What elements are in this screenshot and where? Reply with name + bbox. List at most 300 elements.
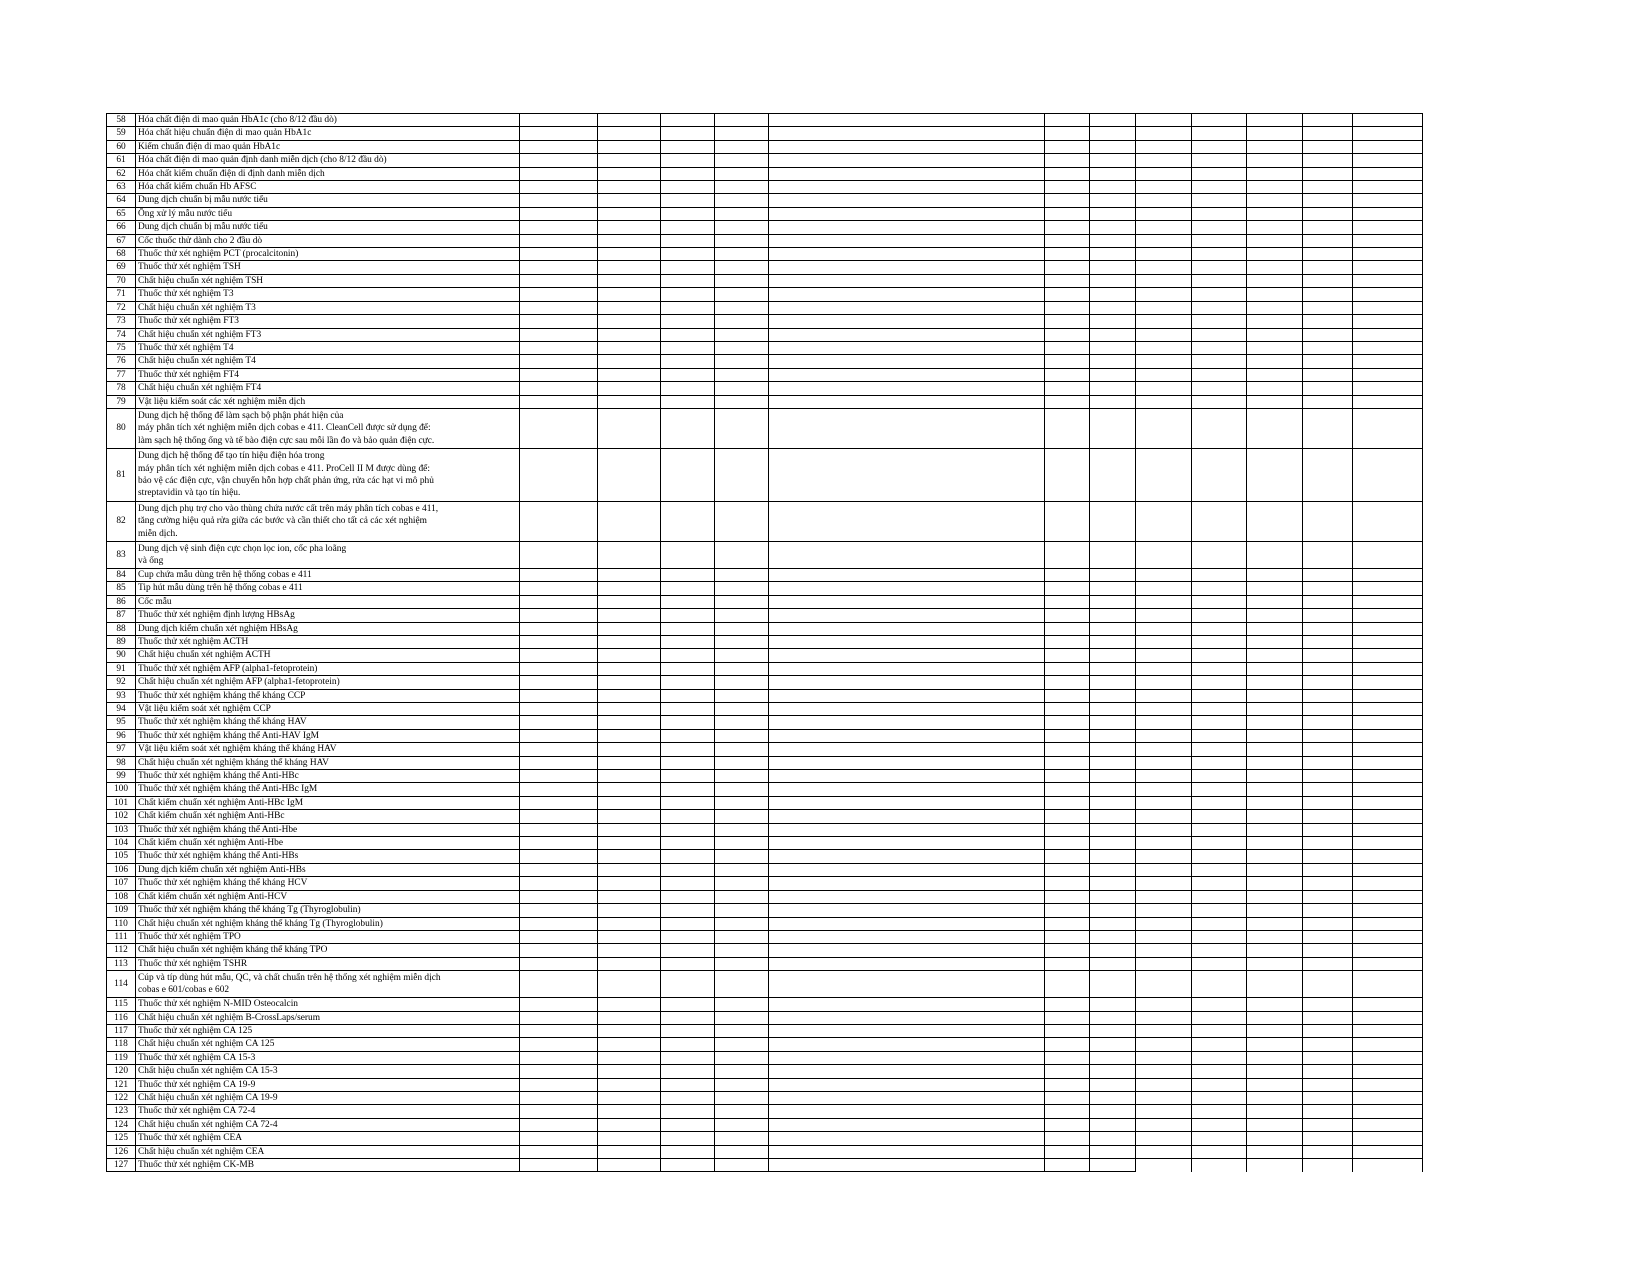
empty-cell bbox=[1303, 274, 1353, 287]
empty-cell bbox=[1192, 783, 1247, 796]
empty-cell bbox=[715, 1105, 769, 1118]
empty-cell bbox=[1353, 998, 1423, 1011]
empty-cell bbox=[715, 1024, 769, 1037]
item-name-cell bbox=[136, 877, 520, 890]
empty-cell bbox=[520, 743, 598, 756]
empty-cell bbox=[1247, 944, 1303, 957]
empty-cell bbox=[1136, 1011, 1192, 1024]
empty-cell bbox=[598, 1078, 661, 1091]
table-row bbox=[107, 154, 1423, 167]
empty-cell bbox=[520, 917, 598, 930]
item-name-line: Cúp và típ dùng hút mẫu, QC, và chất chuẩn trên hệ thống xét nghiệm miễn dịch bbox=[138, 972, 441, 983]
empty-cell bbox=[715, 756, 769, 769]
row-number-cell: 106 bbox=[107, 863, 136, 876]
empty-cell bbox=[1090, 1038, 1136, 1051]
item-name-line: Thuốc thử xét nghiệm TPO bbox=[138, 931, 241, 942]
empty-cell bbox=[715, 301, 769, 314]
empty-cell bbox=[1353, 957, 1423, 970]
empty-cell bbox=[1192, 568, 1247, 581]
empty-cell bbox=[1353, 622, 1423, 635]
empty-cell bbox=[769, 274, 1045, 287]
empty-cell bbox=[715, 837, 769, 850]
empty-cell bbox=[520, 998, 598, 1011]
item-name-line: Dung dịch chuẩn bị mẫu nước tiểu bbox=[138, 222, 268, 233]
empty-cell bbox=[1045, 1118, 1090, 1131]
row-number-cell: 94 bbox=[107, 703, 136, 716]
row-number-cell: 82 bbox=[107, 501, 136, 541]
empty-cell bbox=[598, 756, 661, 769]
empty-cell bbox=[715, 541, 769, 568]
empty-cell bbox=[1353, 140, 1423, 153]
empty-cell bbox=[1353, 635, 1423, 648]
empty-cell bbox=[1192, 140, 1247, 153]
empty-cell bbox=[1192, 971, 1247, 998]
empty-cell bbox=[1136, 743, 1192, 756]
item-name-line: Chất kiểm chuẩn xét nghiệm Anti-HBc bbox=[138, 811, 285, 822]
table-row bbox=[107, 729, 1423, 742]
row-number-cell: 124 bbox=[107, 1118, 136, 1131]
item-name-cell bbox=[136, 863, 520, 876]
empty-cell bbox=[1247, 408, 1303, 448]
empty-cell bbox=[715, 154, 769, 167]
item-name-cell bbox=[136, 850, 520, 863]
item-name-line: Dung dịch kiểm chuẩn xét nghiệm Anti-HBs bbox=[138, 864, 306, 875]
item-name-line: Chất hiệu chuẩn xét nghiệm CEA bbox=[138, 1146, 265, 1157]
empty-cell bbox=[1192, 890, 1247, 903]
empty-cell bbox=[1045, 541, 1090, 568]
empty-cell bbox=[598, 971, 661, 998]
empty-cell bbox=[520, 1091, 598, 1104]
empty-cell bbox=[598, 837, 661, 850]
empty-cell bbox=[661, 770, 715, 783]
empty-cell bbox=[1090, 756, 1136, 769]
empty-cell bbox=[598, 662, 661, 675]
row-number-cell: 95 bbox=[107, 716, 136, 729]
empty-cell bbox=[1353, 930, 1423, 943]
empty-cell bbox=[598, 783, 661, 796]
empty-cell bbox=[1303, 1118, 1353, 1131]
empty-cell bbox=[520, 676, 598, 689]
empty-cell bbox=[1045, 395, 1090, 408]
empty-cell bbox=[1090, 635, 1136, 648]
item-name-line: Hóa chất điện di mao quản HbA1c (cho 8/12 đầu dò) bbox=[138, 115, 337, 125]
item-name-line: Chất hiệu chuẩn xét nghiệm FT4 bbox=[138, 383, 262, 394]
table-row bbox=[107, 796, 1423, 809]
empty-cell bbox=[1090, 568, 1136, 581]
item-name-cell bbox=[136, 501, 520, 541]
empty-cell bbox=[1192, 221, 1247, 234]
empty-cell bbox=[769, 1132, 1045, 1145]
empty-cell bbox=[1136, 288, 1192, 301]
empty-cell bbox=[1192, 541, 1247, 568]
empty-cell bbox=[1192, 382, 1247, 395]
row-number-cell: 71 bbox=[107, 288, 136, 301]
empty-cell bbox=[1192, 328, 1247, 341]
empty-cell bbox=[1136, 930, 1192, 943]
item-name-line: bảo vệ các điện cực, vận chuyển hỗn hợp chất phản ứng, rửa các hạt vi mô phủ bbox=[138, 475, 434, 486]
item-name-cell bbox=[136, 448, 520, 501]
empty-cell bbox=[715, 877, 769, 890]
empty-cell bbox=[598, 341, 661, 354]
empty-cell bbox=[520, 1078, 598, 1091]
table-row bbox=[107, 167, 1423, 180]
empty-cell bbox=[1303, 248, 1353, 261]
item-name-cell bbox=[136, 248, 520, 261]
empty-cell bbox=[715, 127, 769, 140]
empty-cell bbox=[1136, 1038, 1192, 1051]
empty-cell bbox=[1090, 221, 1136, 234]
empty-cell bbox=[1192, 1091, 1247, 1104]
empty-cell bbox=[769, 917, 1045, 930]
empty-cell bbox=[1136, 355, 1192, 368]
empty-cell bbox=[1136, 1091, 1192, 1104]
empty-cell bbox=[1303, 1078, 1353, 1091]
row-number-cell: 81 bbox=[107, 448, 136, 501]
empty-cell bbox=[769, 890, 1045, 903]
item-name-cell bbox=[136, 998, 520, 1011]
item-name-cell bbox=[136, 1038, 520, 1051]
item-name-cell bbox=[136, 1078, 520, 1091]
empty-cell bbox=[1192, 904, 1247, 917]
empty-cell bbox=[715, 676, 769, 689]
empty-cell bbox=[1136, 382, 1192, 395]
empty-cell bbox=[1353, 1038, 1423, 1051]
empty-cell bbox=[661, 408, 715, 448]
empty-cell bbox=[715, 395, 769, 408]
empty-cell bbox=[1247, 274, 1303, 287]
item-name-line: Chất hiệu chuẩn xét nghiệm CA 125 bbox=[138, 1039, 275, 1050]
table-row bbox=[107, 194, 1423, 207]
table-body bbox=[107, 114, 1423, 1172]
empty-cell bbox=[1247, 221, 1303, 234]
table-row bbox=[107, 448, 1423, 501]
item-name-cell bbox=[136, 395, 520, 408]
empty-cell bbox=[1045, 595, 1090, 608]
empty-cell bbox=[715, 904, 769, 917]
empty-cell bbox=[769, 1105, 1045, 1118]
empty-cell bbox=[769, 194, 1045, 207]
row-number-cell: 75 bbox=[107, 341, 136, 354]
empty-cell bbox=[1247, 194, 1303, 207]
empty-cell bbox=[1045, 1078, 1090, 1091]
empty-cell bbox=[715, 810, 769, 823]
empty-cell bbox=[1192, 1118, 1247, 1131]
empty-cell bbox=[1303, 355, 1353, 368]
item-name-cell bbox=[136, 127, 520, 140]
empty-cell bbox=[661, 810, 715, 823]
item-name-cell bbox=[136, 1091, 520, 1104]
table-row bbox=[107, 395, 1423, 408]
empty-cell bbox=[661, 382, 715, 395]
empty-cell bbox=[1136, 568, 1192, 581]
empty-cell bbox=[1192, 716, 1247, 729]
empty-cell bbox=[1353, 1091, 1423, 1104]
empty-cell bbox=[1192, 796, 1247, 809]
empty-cell bbox=[1136, 756, 1192, 769]
empty-cell bbox=[769, 328, 1045, 341]
item-name-cell bbox=[136, 541, 520, 568]
empty-cell bbox=[1247, 1118, 1303, 1131]
item-name-line: Chất hiệu chuẩn xét nghiệm T4 bbox=[138, 356, 256, 367]
empty-cell bbox=[598, 194, 661, 207]
empty-cell bbox=[598, 395, 661, 408]
empty-cell bbox=[769, 341, 1045, 354]
empty-cell bbox=[1353, 971, 1423, 998]
item-name-line: cobas e 601/cobas e 602 bbox=[138, 985, 230, 996]
empty-cell bbox=[520, 770, 598, 783]
empty-cell bbox=[1136, 248, 1192, 261]
empty-cell bbox=[715, 796, 769, 809]
empty-cell bbox=[1303, 1065, 1353, 1078]
empty-cell bbox=[598, 1011, 661, 1024]
empty-cell bbox=[520, 221, 598, 234]
empty-cell bbox=[520, 1038, 598, 1051]
row-number-cell: 76 bbox=[107, 355, 136, 368]
row-number-cell: 126 bbox=[107, 1145, 136, 1158]
empty-cell bbox=[1090, 649, 1136, 662]
empty-cell bbox=[1303, 154, 1353, 167]
empty-cell bbox=[769, 207, 1045, 220]
empty-cell bbox=[1045, 716, 1090, 729]
empty-cell bbox=[598, 127, 661, 140]
empty-cell bbox=[1136, 998, 1192, 1011]
row-number-cell: 66 bbox=[107, 221, 136, 234]
item-name-cell bbox=[136, 756, 520, 769]
empty-cell bbox=[1136, 635, 1192, 648]
item-name-cell bbox=[136, 1145, 520, 1158]
empty-cell bbox=[715, 194, 769, 207]
empty-cell bbox=[1247, 1078, 1303, 1091]
item-name-line: Thuốc thử xét nghiệm T4 bbox=[138, 342, 234, 353]
empty-cell bbox=[715, 261, 769, 274]
empty-cell bbox=[769, 1038, 1045, 1051]
item-name-line: Thuốc thử xét nghiệm CA 125 bbox=[138, 1025, 253, 1036]
empty-cell bbox=[1090, 234, 1136, 247]
empty-cell bbox=[1090, 890, 1136, 903]
row-number-cell: 68 bbox=[107, 248, 136, 261]
empty-cell bbox=[1353, 823, 1423, 836]
empty-cell bbox=[769, 810, 1045, 823]
empty-cell bbox=[1303, 194, 1353, 207]
empty-cell bbox=[1247, 288, 1303, 301]
empty-cell bbox=[1353, 729, 1423, 742]
item-name-line: Chất hiệu chuẩn xét nghiệm FT3 bbox=[138, 329, 262, 340]
empty-cell bbox=[1353, 541, 1423, 568]
item-name-line: Thuốc thử xét nghiệm ACTH bbox=[138, 636, 249, 647]
table-row bbox=[107, 1038, 1423, 1051]
empty-cell bbox=[1045, 823, 1090, 836]
empty-cell bbox=[661, 783, 715, 796]
empty-cell bbox=[769, 904, 1045, 917]
empty-cell bbox=[1192, 341, 1247, 354]
empty-cell bbox=[1247, 877, 1303, 890]
empty-cell bbox=[598, 770, 661, 783]
empty-cell bbox=[1353, 328, 1423, 341]
empty-cell bbox=[598, 114, 661, 127]
data-table bbox=[106, 113, 1423, 1172]
empty-cell bbox=[1247, 368, 1303, 381]
table-row bbox=[107, 863, 1423, 876]
row-number-cell: 102 bbox=[107, 810, 136, 823]
empty-cell bbox=[1192, 1105, 1247, 1118]
empty-cell bbox=[1045, 448, 1090, 501]
empty-cell bbox=[1136, 703, 1192, 716]
empty-cell bbox=[1247, 1091, 1303, 1104]
table-row bbox=[107, 1145, 1423, 1158]
empty-cell bbox=[1353, 234, 1423, 247]
empty-cell bbox=[1136, 823, 1192, 836]
empty-cell bbox=[769, 729, 1045, 742]
empty-cell bbox=[1192, 635, 1247, 648]
item-name-cell bbox=[136, 1065, 520, 1078]
empty-cell bbox=[769, 837, 1045, 850]
empty-cell bbox=[715, 501, 769, 541]
item-name-line: Thuốc thử xét nghiệm CA 15-3 bbox=[138, 1052, 256, 1063]
empty-cell bbox=[1353, 1159, 1423, 1172]
table-row bbox=[107, 1159, 1423, 1172]
item-name-cell bbox=[136, 274, 520, 287]
empty-cell bbox=[661, 328, 715, 341]
empty-cell bbox=[1247, 541, 1303, 568]
empty-cell bbox=[1192, 850, 1247, 863]
item-name-line: Hóa chất kiểm chuẩn điện di định danh miễn dịch bbox=[138, 168, 325, 179]
empty-cell bbox=[1247, 261, 1303, 274]
item-name-line: Chất hiệu chuẩn xét nghiệm kháng thể kháng TPO bbox=[138, 945, 328, 956]
empty-cell bbox=[1090, 328, 1136, 341]
empty-cell bbox=[1192, 301, 1247, 314]
empty-cell bbox=[1303, 957, 1353, 970]
item-name-line: Chất hiệu chuẩn xét nghiệm kháng thể kháng HAV bbox=[138, 757, 329, 768]
empty-cell bbox=[1192, 595, 1247, 608]
row-number-cell: 89 bbox=[107, 635, 136, 648]
empty-cell bbox=[1192, 917, 1247, 930]
empty-cell bbox=[1136, 622, 1192, 635]
table-row bbox=[107, 1051, 1423, 1064]
empty-cell bbox=[1192, 1038, 1247, 1051]
item-name-cell bbox=[136, 676, 520, 689]
empty-cell bbox=[715, 448, 769, 501]
item-name-cell bbox=[136, 1024, 520, 1037]
empty-cell bbox=[598, 904, 661, 917]
empty-cell bbox=[1136, 234, 1192, 247]
empty-cell bbox=[1090, 930, 1136, 943]
empty-cell bbox=[1136, 140, 1192, 153]
empty-cell bbox=[715, 971, 769, 998]
empty-cell bbox=[520, 877, 598, 890]
item-name-cell bbox=[136, 568, 520, 581]
empty-cell bbox=[1303, 288, 1353, 301]
item-name-line: Chất hiệu chuẩn xét nghiệm CA 19-9 bbox=[138, 1092, 278, 1103]
empty-cell bbox=[1247, 181, 1303, 194]
empty-cell bbox=[661, 796, 715, 809]
empty-cell bbox=[520, 261, 598, 274]
table-row bbox=[107, 1011, 1423, 1024]
empty-cell bbox=[520, 167, 598, 180]
table-row bbox=[107, 181, 1423, 194]
table-row bbox=[107, 408, 1423, 448]
empty-cell bbox=[1353, 194, 1423, 207]
table-row bbox=[107, 689, 1423, 702]
table-row bbox=[107, 1065, 1423, 1078]
item-name-cell bbox=[136, 355, 520, 368]
table-row bbox=[107, 635, 1423, 648]
item-name-line: làm sạch hệ thống ống và tế bào điện cực sau mỗi lần đo và bảo quản điện cực. bbox=[138, 435, 435, 446]
empty-cell bbox=[1192, 167, 1247, 180]
empty-cell bbox=[1136, 890, 1192, 903]
table-row bbox=[107, 756, 1423, 769]
row-number-cell: 77 bbox=[107, 368, 136, 381]
empty-cell bbox=[715, 662, 769, 675]
item-name-cell bbox=[136, 114, 520, 127]
empty-cell bbox=[1090, 501, 1136, 541]
empty-cell bbox=[1353, 796, 1423, 809]
empty-cell bbox=[769, 703, 1045, 716]
empty-cell bbox=[1045, 234, 1090, 247]
empty-cell bbox=[1353, 395, 1423, 408]
empty-cell bbox=[1192, 837, 1247, 850]
empty-cell bbox=[715, 140, 769, 153]
empty-cell bbox=[1192, 877, 1247, 890]
row-number-cell: 90 bbox=[107, 649, 136, 662]
empty-cell bbox=[1303, 823, 1353, 836]
empty-cell bbox=[1090, 1105, 1136, 1118]
empty-cell bbox=[1247, 167, 1303, 180]
empty-cell bbox=[1247, 582, 1303, 595]
empty-cell bbox=[1090, 194, 1136, 207]
empty-cell bbox=[1247, 1051, 1303, 1064]
empty-cell bbox=[769, 248, 1045, 261]
table-row bbox=[107, 221, 1423, 234]
empty-cell bbox=[1136, 328, 1192, 341]
empty-cell bbox=[1247, 154, 1303, 167]
empty-cell bbox=[520, 595, 598, 608]
row-number-cell: 60 bbox=[107, 140, 136, 153]
item-name-line: Dung dịch phụ trợ cho vào thùng chứa nước cất trên máy phân tích cobas e 411, bbox=[138, 503, 439, 514]
table-row bbox=[107, 783, 1423, 796]
empty-cell bbox=[1247, 207, 1303, 220]
empty-cell bbox=[598, 154, 661, 167]
empty-cell bbox=[1136, 1051, 1192, 1064]
empty-cell bbox=[769, 783, 1045, 796]
empty-cell bbox=[520, 622, 598, 635]
item-name-cell bbox=[136, 662, 520, 675]
item-name-cell bbox=[136, 783, 520, 796]
empty-cell bbox=[1353, 301, 1423, 314]
item-name-line: Thuốc thử xét nghiệm định lượng HBsAg bbox=[138, 610, 295, 621]
empty-cell bbox=[1353, 1105, 1423, 1118]
empty-cell bbox=[1353, 181, 1423, 194]
empty-cell bbox=[661, 181, 715, 194]
empty-cell bbox=[1136, 957, 1192, 970]
empty-cell bbox=[715, 1118, 769, 1131]
empty-cell bbox=[1136, 1065, 1192, 1078]
empty-cell bbox=[1045, 609, 1090, 622]
empty-cell bbox=[1353, 368, 1423, 381]
table-row bbox=[107, 770, 1423, 783]
empty-cell bbox=[1090, 837, 1136, 850]
empty-cell bbox=[1303, 167, 1353, 180]
empty-cell bbox=[1045, 1065, 1090, 1078]
item-name-cell bbox=[136, 221, 520, 234]
empty-cell bbox=[661, 676, 715, 689]
empty-cell bbox=[520, 274, 598, 287]
item-name-cell bbox=[136, 194, 520, 207]
empty-cell bbox=[661, 703, 715, 716]
empty-cell bbox=[1045, 850, 1090, 863]
empty-cell bbox=[1247, 328, 1303, 341]
row-number-cell: 121 bbox=[107, 1078, 136, 1091]
empty-cell bbox=[1136, 1145, 1192, 1158]
